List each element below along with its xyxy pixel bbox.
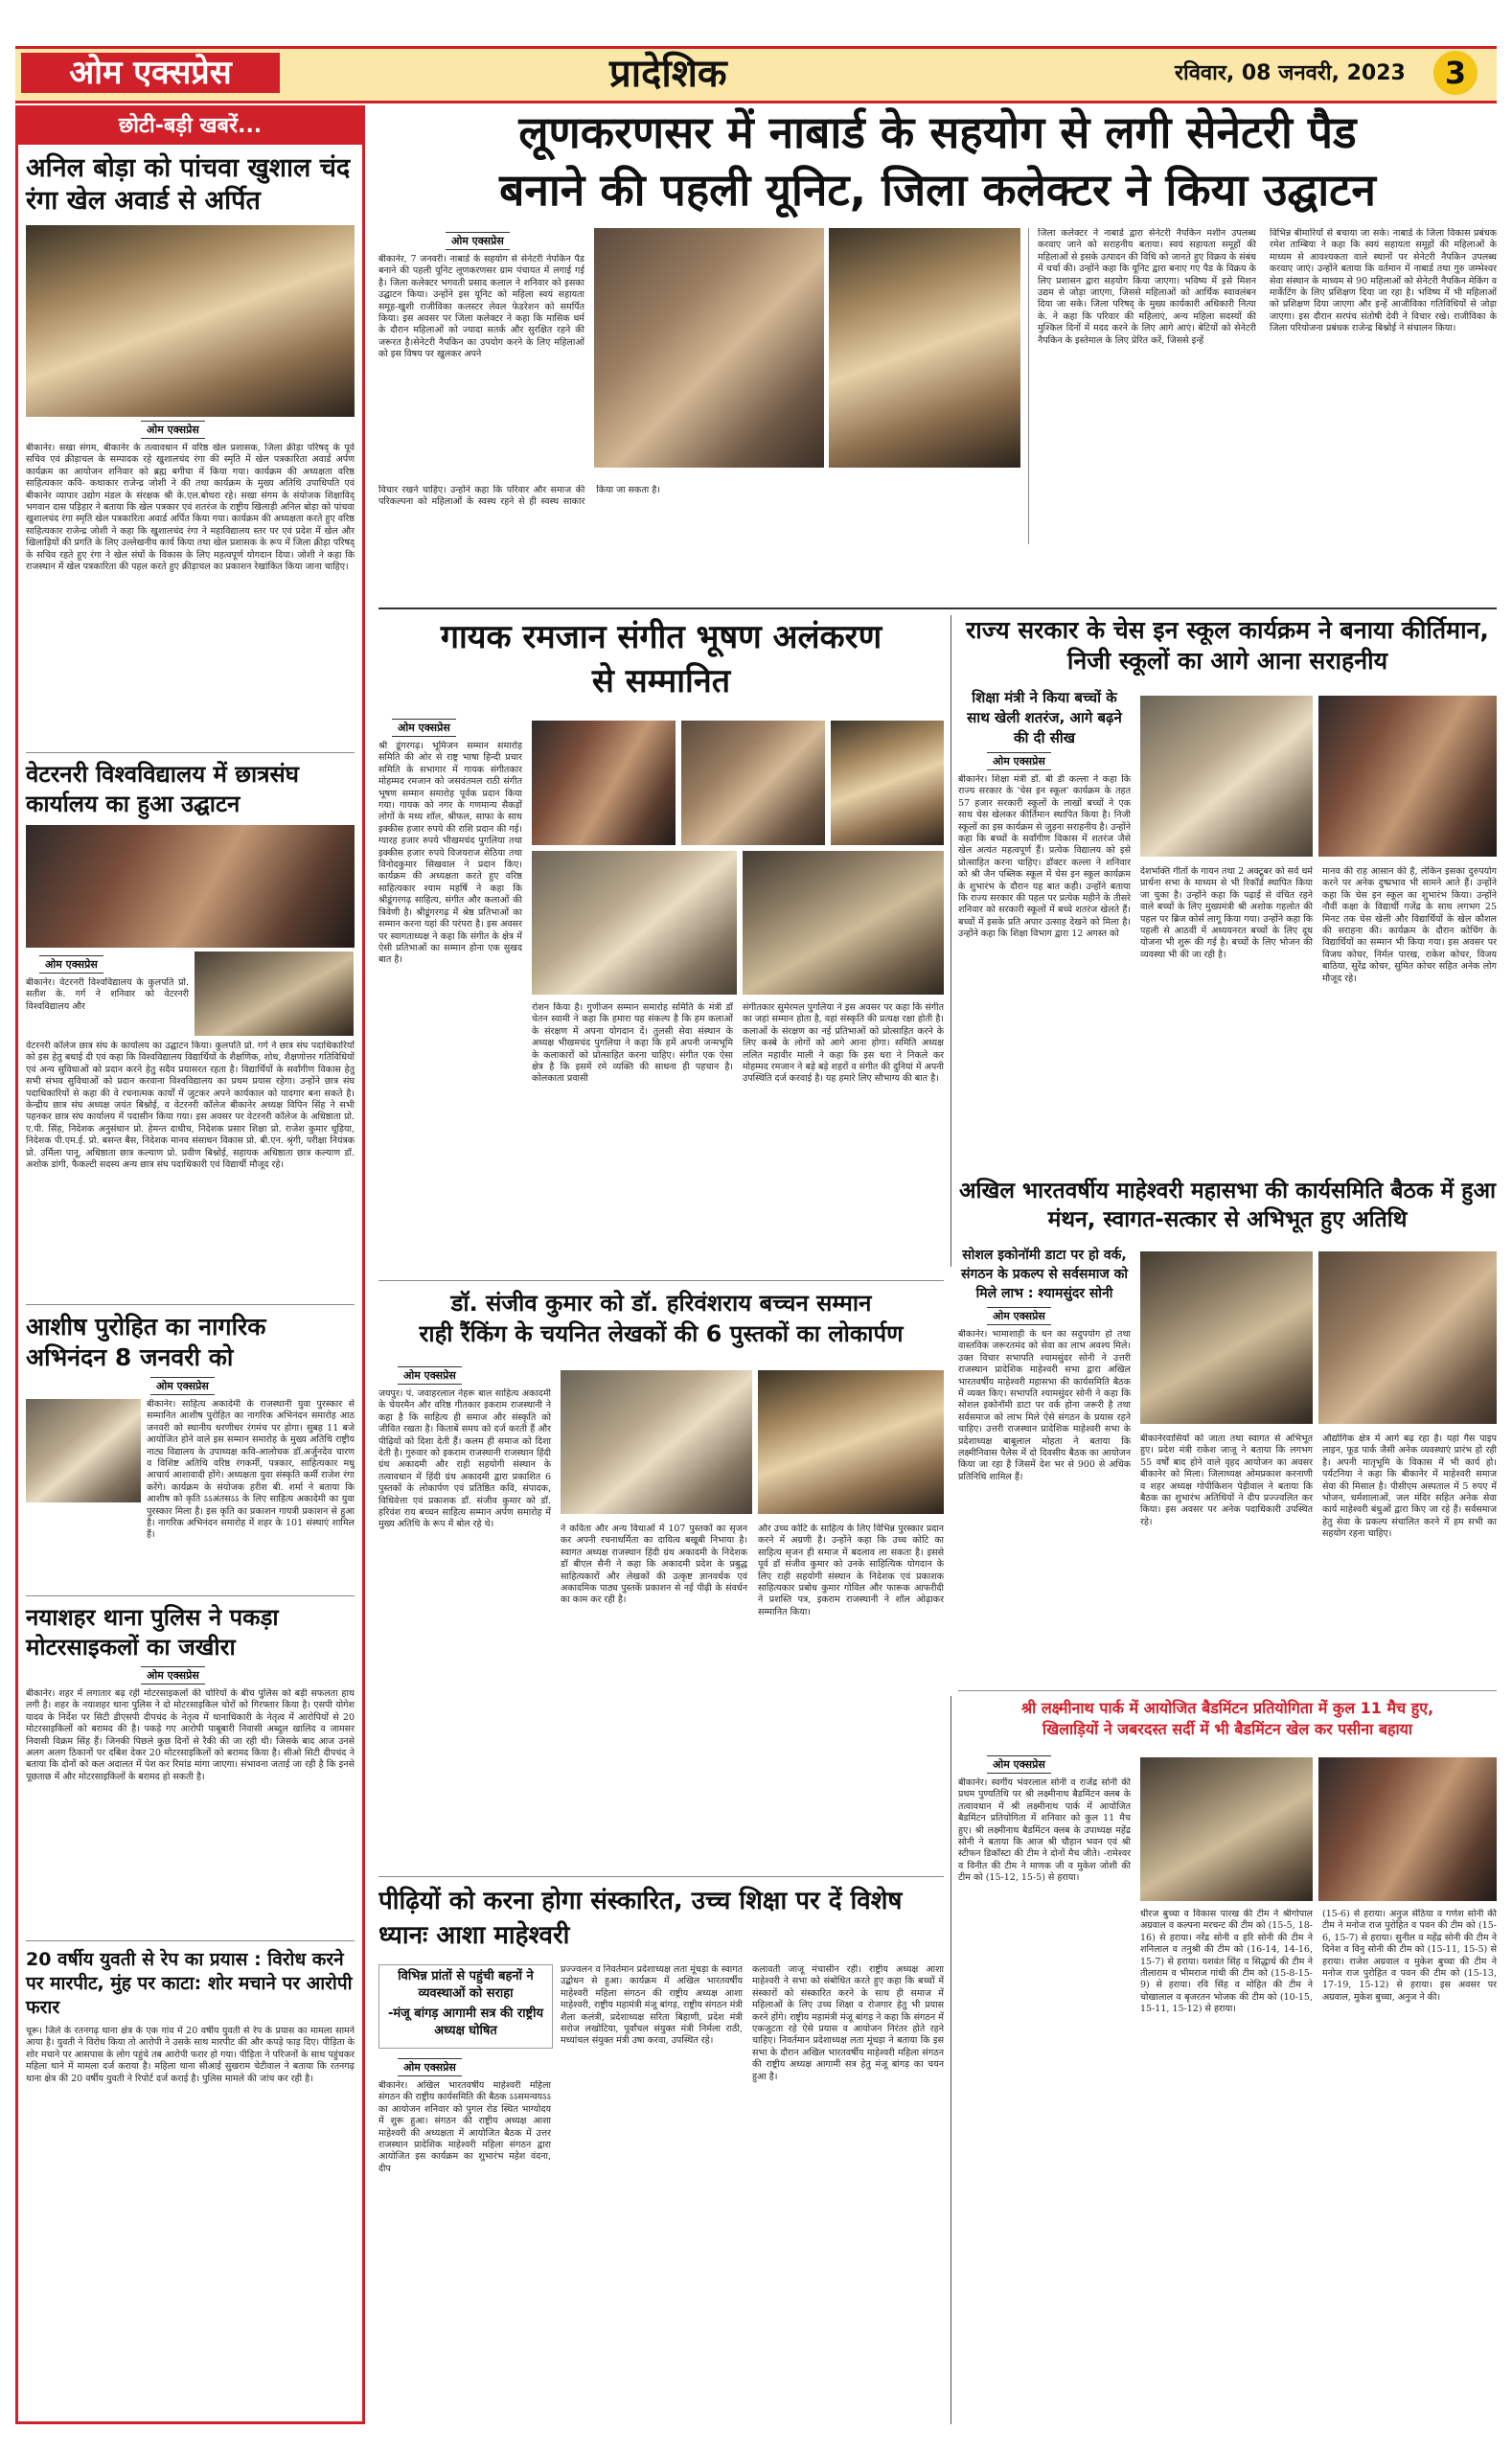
section-divider (378, 1280, 944, 1281)
chess-col-1: बीकानेर। शिक्षा मंत्री डॉ. बी डी कल्ला ने कहा कि राज्य सरकार के 'चेस इन स्कूल' कार्यक्रम के तहत 57 हजार सरकारी स्कूलों के लाखों बच्चों ने एक साथ चेस खेलकर कीर्तिमान स्थापित किया है। निजी स्कूलों का इस कार्यक्रम से जुड़ना सराहनीय है। उन्होंने कहा कि बच्चों के सर्वांगीण विकास में शतरंज जैसे खेल अत्यंत महत्वपूर्ण हैं। प्रत्येक विद्यालय को इसे प्रोत्साहित करना चाहिए। डॉक्टर कल्ला ने शनिवार को श्री जैन पब्लिक स्कूल में चेस इन स्कूल कार्यक्रम के शुभारंभ के दौरान यह बात कही। उन्होंने बताया कि राज्य सरकार की पहल पर प्रत्येक महीने के तीसरे शनिवार को सरकारी स्कूलों में बच्चे शतरंज खेलते हैं। बच्चों में इसके प्रति अपार उत्साह देखने को मिला है। उन्होंने कहा कि शिक्षा विभाग द्वारा 12 अगस्त को (958, 774, 1131, 940)
byline: ओम एक्सप्रेस (446, 232, 510, 250)
sanjeev-col-3: और उच्च कोटि के साहित्य के लिए विभिन्न पुरस्कार प्रदान करने में अग्रणी है। उन्होंने कहा कि उच्च कोटि का साहित्य सृजन ही समाज में बदलाव ला सकता है। इससे पूर्व डॉ संजीव कुमार को उनके साहित्यिक योगदान के लिए राही सहयोगी संस्थान के निदेशक एवं प्रकाशक साहित्यकार प्रबोध कुमार गोविल और फारूक आफरीदी ने प्रशस्ति पत्र, इकराम राजस्थानी ने शॉल ओढ़ाकर सम्मानित किया। (758, 1524, 944, 1617)
chess-photo-1 (1140, 696, 1313, 857)
subhead: सोशल इकोनॉमी डाटा पर हो वर्क, संगठन के प्रकल्प से सर्वसमाज को मिले लाभ : श्यामसुंदर सोनी (961, 1248, 1128, 1301)
headline: नयाशहर थाना पुलिस ने पकड़ा मोटरसाइकलों का जखीरा (26, 1604, 279, 1661)
byline: ओम एक्सप्रेस (150, 1377, 215, 1395)
gayak-photo-3 (831, 721, 944, 845)
pidhi-col-3: कलावती जाजू मंचासीन रही। राष्ट्रीय अध्यक्ष आशा माहेश्वरी ने सभा को संबोधित करते हुए कहा कि बच्चों में संस्कारों को संस्कारित करने के साथ ही समाज में महिलाओं के लिए उच्च शिक्षा व रोजगार हेतु भी प्रयास करने होंगे। राष्ट्रीय महामंत्री मंजू बांगड़ ने कहा कि संगठन में एकजुटता रहे ऐसे प्रयास व आयोजन निरंतर होते रहने चाहिए। निवर्तमान प्रदेशाध्यक्ष लता मूंधड़ा ने बताया कि इस सभा के दौरान अखिल भारतवर्षीय माहेश्वरी महिला संगठन की राष्ट्रीय अध्यक्ष आगामी सत्र हेतु मंजू बांगड़ का चयन हुआ है। (752, 1964, 944, 2082)
badminton-photo-1 (1140, 1757, 1313, 1901)
subhead-box (378, 1964, 553, 2049)
pidhi-story (378, 1884, 944, 2424)
divider (26, 752, 355, 753)
headline-2: खिलाड़ियों ने जबरदस्त सर्दी में भी बैडमिंटन खेल कर पसीना बहाया (1042, 1720, 1413, 1738)
pidhi-col-1: बीकानेर। अखिल भारतवर्षीय माहेश्वरी महिला संगठन की राष्ट्रीय कार्यसमिति की बैठक ऽऽसमन्वयऽऽ का आयोजन शनिवार को पुगल रोड स्थित भाग्योदय में शुरू हुआ। संगठन की राष्ट्रीय अध्यक्ष आशा माहेश्वरी की अध्यक्षता में आयोजित बैठक में उत्तर राजस्थान प्रादेशिक माहेश्वरी महिला संगठन द्वारा आयोजित इस कार्यक्रम का शुभारंभ महेश वंदना, दीप (378, 2080, 551, 2174)
byline: ओम एक्सप्रेस (392, 719, 456, 737)
gayak-story (378, 615, 944, 1276)
headline-1: श्री लक्ष्मीनाथ पार्क में आयोजित बैडमिंटन प्रतियोगिता में कुल 11 मैच हुए, (1020, 1699, 1434, 1717)
lead-photo-left (594, 228, 824, 468)
section-divider (378, 1876, 944, 1877)
byline: ओम एक्सप्रेस (987, 1755, 1051, 1774)
article-body: बीकानेर। सखा संगम, बीकानेर के तत्वावधान में वरिष्ठ खेल प्रशासक, जिला क्रीड़ा परिषद् के पूर्व सचिव एवं क्रीड़ाचल के सम्पादक रहे खुशालचंद रंगा की स्मृति में खेल पत्रकारिता अवार्ड अर्पण कार्यक्रम का आयोजन शनिवार को ब्रह्म बगीचा में किया गया। कार्यक्रम की अध्यक्षता वरिष्ठ साहित्यकार कवि- कथाकार राजेन्द्र जोशी ने की तथा कार्यक्रम के मुख्य अतिथि उपाधिपति एवं बीकानेर व्यापार उद्योग मंडल के संरक्षक श्री के.एल.बोथरा रहे। सखा संगम के संयोजक शिक्षाविद् भगवान दास पड़िहार ने बताया कि खेल पत्रकार एवं शतरंज के राष्ट्रीय खिलाड़ी अनिल बोड़ा को पांचवा खुशालचंद रंगा स्मृति खेल पत्रकारिता अवार्ड अर्पित किया गया। कार्यक्रम की अध्यक्षता करते हुए वरिष्ठ साहित्यकार राजेन्द्र जोशी ने कहा कि खुशालचंद रंगा ने महाविद्यालय स्तर पर एवं प्रदेश में खेल और खिलाड़ियों की प्रगति के लिए उल्लेखनीय कार्य किया तथा खेल प्रशासक के रूप में जिला क्रीड़ा परिषद् के सचिव रहते हुए रंगा ने खेल संघों के विकास के लिए महत्वपूर्ण योगदान दिया। जोशी ने कहा कि राजस्थान में खेल पत्रकारिता की पहल करते हुए क्रीड़ाचल का प्रकाशन रेखांकित किया जाना चाहिए। (26, 443, 355, 573)
lead-col-4: विभिन्न बीमारियों से बचाया जा सके। नाबार्ड के जिला विकास प्रबंधक रमेश ताम्बिया ने कहा कि स्वयं सहायता समूहों की महिलाओं के माध्यम से आवश्यकता वाले स्थानों पर सेनेटरी नैपकिन उपलब्ध करवाए जाएं। उन्होंने बताया कि वर्तमान में नाबार्ड तथा गुरु जम्भेश्वर सेवा संस्थान के माध्यम से 90 महिलाओं को सेनेटरी नैपकिन मेकिंग व मार्केटिंग के लिए प्रशिक्षण दिया जा रहा है। भविष्य में भी महिलाओं को प्रशिक्षण दिया जाएगा और इन्हें आजीविका गतिविधियों से जोड़ा जाएगा। इस दौरान सरपंच संतोषी देवी ने विचार रखे। राजीविका के जिला परियोजना प्रबंधक राजेन्द्र बिश्नोई ने संचालन किया। (1270, 228, 1497, 334)
headline-1: डॉ. संजीव कुमार को डॉ. हरिवंशराय बच्चन सम्मान (450, 1290, 872, 1317)
maheshwari-photo-1 (1140, 1251, 1313, 1424)
section-title: प्रादेशिक (609, 52, 727, 96)
divider (26, 1595, 355, 1596)
masthead (15, 46, 1497, 103)
gayak-col-3: संगीतकार सुमेरमल पुगलिया ने इस अवसर पर कहा कि संगीत का जहां सम्मान होता है, वहां संस्कृति की प्रत्यक्ष रक्षा होती है। कलाओं के संरक्षण का नई प्रतिभाओं को प्रोत्साहित करने के लिए कस्बे के लोगों को आगे आना होगा। समिति अध्यक्ष ललित महावीर माली ने कहा कि इस धरा ने निकले कर मोहम्मद रमजान ने बड़े बड़े शहरों व संगीत की दुनियां में अपनी उपस्थिति दर्ज करवाई है। यह हमारे लिए सौभाग्य की बात है। (743, 1002, 944, 1085)
lead-headline-1: लूणकरणसर में नाबार्ड के सहयोग से लगी सेनेटरी पैड (518, 106, 1357, 158)
headline: पीढ़ियों को करना होगा संस्कारित, उच्च शिक्षा पर दें विशेष ध्यानः आशा माहेश्वरी (378, 1887, 903, 1950)
gayak-photo-4 (532, 851, 737, 995)
subhead-2: -मंजू बांगड़ आगामी सत्र की राष्ट्रीय अध्यक्ष घोषित (387, 2006, 544, 2038)
byline: ओम एक्सप्रेस (987, 1307, 1051, 1325)
lead-headline-2: बनाने की पहली यूनिट, जिला कलेक्टर ने किया उद्घाटन (499, 164, 1376, 216)
sanjeev-story (378, 1288, 944, 1872)
headline: अनिल बोड़ा को पांचवा खुशाल चंद रंगा खेल अवार्ड से अर्पित (26, 153, 351, 216)
chess-col-3: मानव की राह आसान की है, लेकिन इसका दुरुपयोग करने पर अनेक दुष्प्रभाव भी सामने आते हैं। उन्होंने कहा कि चेस इन स्कूल का शुभारंभ किया। उन्होंने नौवीं कक्षा के विद्यार्थी गजेंद्र के साथ लगभग 25 मिनट तक चेस खेली और विद्यार्थियों के खेल कौशल की सराहना की। कार्यक्रम के दौरान कोचिंग के विद्यार्थियों का सम्मान भी किया गया। इस अवसर पर विजय कोचर, निर्मल पारख, राकेश कोचर, विजय बाठिया, सुरेंद्र कोचर, सुमित कोचर सहित अनेक लोग मौजूद रहे। (1322, 866, 1497, 984)
sidebar-header: छोटी-बड़ी खबरें... (18, 108, 362, 145)
headline: गायक रमजान संगीत भूषण अलंकरण से सम्मानित (440, 618, 882, 700)
byline: ओम एक्सप्रेस (39, 955, 103, 974)
issue-date: रविवार, 08 जनवरी, 2023 (1175, 61, 1406, 85)
byline: ओम एक्सप्रेस (141, 421, 205, 439)
sidebar-story-1 (26, 152, 355, 746)
sanjeev-photo-1 (561, 1370, 752, 1514)
headline: आशीष पुरोहित का नागरिक अभिनंदन 8 जनवरी को (26, 1313, 266, 1371)
byline: ओम एक्सप्रेस (987, 752, 1051, 770)
lead-story (378, 103, 1497, 602)
news-photo (26, 825, 355, 948)
subhead: शिक्षा मंत्री ने किया बच्चों के साथ खेली शतरंज, आगे बढ़ने की दी सीख (967, 689, 1122, 746)
sanjeev-col-2: ने कविता और अन्य विधाओं में 107 पुस्तकों का सृजन कर अपनी रचनाधर्मिता का दायित्व बखूबी निभाया है। स्वागत अध्यक्ष राजस्थान हिंदी ग्रंथ अकादमी के निदेशक डॉ बीएल सैनी ने कहा कि अकादमी प्रदेश के प्रबुद्ध साहित्यकारों और लेखकों की उत्कृष्ट ज्ञानवर्धक एवं अकादमिक पाठ्य पुस्तकें प्रकाशन से नई पीढ़ी के संवर्धन का काम कर रही है। (561, 1524, 747, 1606)
article-body: वेटरनरी कॉलेज छात्र संघ के कार्यालय का उद्घाटन किया। कुलपति प्रो. गर्ग ने छात्र संघ पदाधिकारियों को इस हेतु बधाई दी एवं कहा कि विश्वविद्यालय विद्यार्थियों के शैक्षणिक, शोध, शैक्षणोत्तर गतिविधियों एवं अन्य सुविधाओं को प्रदान करने हेतु सदैव प्रयासरत रहता है। विद्यार्थियों के सर्वांगीण विकास हेतु सभी संभव सुविधाओं को प्रदान करवाना विश्वविद्यालय का प्रथम प्रयास रहेगा। उन्होंने छात्र संघ पदाधिकारियों से कहा की वे रचनात्मक कार्यों में जुटकर अपने कार्यकाल को यादगार बना सकते है। केन्द्रीय छात्र संघ अध्यक्ष जयंत बिश्नोई, व वेटरनरी कॉलेज बीकानेर अध्यक्ष विपिन सिंह ने सभी पहनकर छात्र संघ कार्यालय में पदासीन किया गया। इस अवसर पर वेटरनरी कॉलेज के अधिष्ठाता प्रो. ए.पी. सिंह, निदेशक अनुसंधान प्रो. हेमन्त दाधीच, निदेशक प्रसार शिक्षा प्रो. राजेश कुमार धूड़िया, निदेशक पी.एम.ई. प्रो. बसन्त बैस, निदेशक मानव संसाधन विकास प्रो. बी.एन. श्रृंगी, परीक्षा नियंत्रक प्रो. उर्मिला पानू, अधिष्ठाता छात्र कल्याण प्रो. प्रवीण बिश्नोई, सहायक अधिष्ठाता छात्र कल्याण डॉ. अशोक डांगी, फैकल्टी सदस्य अन्य छात्र संघ पदाधिकारी एवं विद्यार्थी मौजूद रहे। (26, 1041, 355, 1171)
paper-name: ओम एक्सप्रेस (21, 53, 280, 93)
gayak-col-1: श्री डूंगरगढ़। भूमिजन सम्मान समारोह समिति की ओर से राष्ट्र भाषा हिन्दी प्रचार समिति के सभागार में गायक संगीतकार मोहम्मद रमजान को जसवंतमल राठी संगीत भूषण सम्मान समारोह पूर्वक प्रदान किया गया। गायक को नगर के गणमान्य सैकड़ों लोगों के मध्य शॉल, श्रीफल, साफा के साथ इक्कीस हजार रुपये की राशि प्रदान की गई। ग्यारह हजार रुपये भीखमचंद पुगलिया तथा इक्कीस हजार रुपये विजयराज सेठिया तथा विनोदकुमार सिखवाल ने प्रदान किए। कार्यक्रम की अध्यक्षता करते हुए वरिष्ठ साहित्यकार श्याम महर्षि ने कहा कि श्रीडूंगरगढ़ साहित्य, संगीत और कलाओं की त्रिवेणी है। श्रीडूंगरगढ़ में श्रेष्ठ प्रतिभाओं का सम्मान करना यहां की परंपरा है। इस अवसर पर स्वागताध्यक्ष ने कहा कि संगीत के क्षेत्र में ऐसी प्रतिभाओं का सम्मान होना एक सुखद बात है। (378, 741, 522, 966)
section-divider (378, 608, 1497, 609)
sanjeev-photo-2 (758, 1370, 944, 1514)
maheshwari-col-1: बीकानेर। भामाशाही के धन का सदुपयोग हो तथा वास्तविक जरूरतमंद को सेवा का लाभ अवश्य मिले। उक्त विचार सभापति श्यामसुंदर सोनी ने उत्तरी राजस्थान प्रादेशिक माहेश्वरी सभा द्वारा अखिल भारतवर्षीय माहेश्वरी महासभा की कार्यसमिति बैठक में व्यक्त किए। सभापति श्यामसुंदर सोनी ने कहा कि सोशल इकोनॉमी डाटा पर वर्क होना जरूरी है तथा सर्वसमाज को लाभ मिले ऐसे संगठन के प्रयास रहने चाहिए। उत्तरी राजस्थान प्रादेशिक माहेश्वरी सभा के प्रदेशाध्यक्ष बाबूलाल मोहता ने बताया कि लक्ष्मीनिवास पैलेस में दो दिवसीय बैठक का आयोजन किया जा रहा है जिसमें देश भर से 900 से अधिक प्रतिनिधि शामिल हैं। (958, 1329, 1131, 1482)
sanjeev-col-1: जयपुर। पं. जवाहरलाल नेहरू बाल साहित्य अकादमी के चेयरमैन और वरिष्ठ गीतकार इकराम राजस्थानी ने कहा है कि साहित्य ही समाज और संस्कृति को जीवित रखता है। किताबें समय को दर्ज करती हैं और पीढ़ियों को दिशा देती हैं। कलम ही समाज को दिशा देती है। गुरुवार को इकराम राजस्थानी राजस्थान हिंदी ग्रंथ अकादमी और राही सहयोगी संस्थान के तत्वावधान में हिंदी ग्रंथ अकादमी द्वारा प्रकाशित 6 पुस्तकों के लोकार्पण एवं प्रतिष्ठित कवि, संपादक, विधिवेत्ता एवं प्रकाशक डॉ. संजीव कुमार को डॉ. हरिवंश राय बच्चन साहित्य सम्मान अर्पण समारोह में मुख्य अतिथि के रूप में बोल रहे थे। (378, 1388, 551, 1530)
lead-col-2: विचार रखने चाहिए। उन्होंने कहा कि परिवार और समाज की परिकल्पना को महिलाओं के स्वस्थ रहने से ही स्वस्थ साकार किया जा सकता है। (378, 485, 660, 508)
maheshwari-photo-2 (1318, 1251, 1497, 1424)
gayak-photo-2 (681, 721, 825, 845)
subhead-1: विभिन्न प्रांतों से पहुंची बहनों ने व्यवस्थाओं को सराहा (398, 1969, 534, 2001)
headline: 20 वर्षीय युवती से रेप का प्रयास : विरोध करने पर मारपीट, मुंह पर काटा: शोर मचाने पर आरोपी फरार (26, 1949, 353, 2018)
gayak-photo-5 (743, 851, 944, 995)
page-number: 3 (1433, 51, 1478, 95)
portrait-photo (26, 1399, 141, 1502)
maheshwari-story (958, 1177, 1497, 1685)
badminton-col-2: धीरज बुच्चा व विकास पारख की टीम ने श्रीगोपाल अग्रवाल व कल्पना मरचन्ट की टीम को (15-5, 18-16) से हराया। नरेंद्र सोनी व हरि सोनी की टीम ने शनिलाल व तनुश्री की टीम को (16-14, 14-16, 15-7) से हराया। यशवंत सिंह व सिद्धार्थ की टीम ने तीलाराम व भीमराज गांधी की टीम को (15-8-15-9) से हराया। रवि सिंह व मोहित की टीम ने चोखालाल व बृजरतन भोजक की टीम को (10-15, 15-11, 15-12) से हराया। (1140, 1909, 1313, 2015)
article-body-intro: बीकानेर। वेटरनरी विश्वविद्यालय के कुलपति प्रो. सतीश के. गर्ग ने शनिवार को वेटरनरी विश्वविद्यालय और (26, 977, 189, 1012)
badminton-col-3: (15-6) से हराया। अनुज सेठिया व गणेश सोनी की टीम ने मनोज राज पुरोहित व पवन की टीम को (15-6, 15-7) से हराया। सुनील व महेंद्र सोनी की टीम ने दिनेश व विनु सोनी की टीम को (15-11, 15-5) से हराया। राजेश अग्रवाल व मुकेश बुच्चा की टीम ने मनोज राज पुरोहित व पवन की टीम को (15-13, 17-19, 15-12) से हराया। इस अवसर पर अग्रवाल, मुकेश बुच्चा, अनुज ने की। (1322, 1909, 1497, 2003)
sidebar-story-5 (26, 1948, 355, 2418)
headline: वेटरनरी विश्वविद्यालय में छात्रसंघ कार्यालय का हुआ उद्घाटन (26, 761, 299, 817)
headline: राज्य सरकार के चेस इन स्कूल कार्यक्रम ने बनाया कीर्तिमान, निजी स्कूलों का आगे आना सराहनीय (966, 616, 1489, 675)
headline: अखिल भारतवर्षीय माहेश्वरी महासभा की कार्यसमिति बैठक में हुआ मंथन, स्वागत-सत्कार से अभिभूत हुए अतिथि (958, 1179, 1496, 1232)
badminton-photo-2 (1318, 1757, 1497, 1901)
lead-col-1: बीकानेर, 7 जनवरी। नाबार्ड के सहयोग से सेनेटरी नेपकिन पैड बनाने की पहली यूनिट लूणकरणसर ग्राम पंचायत में लगाई गई है। जिला कलेक्टर भगवती प्रसाद कलाल ने शनिवार को इसका उद्घाटन किया। उन्होंने इस यूनिट को महिला स्वयं सहायता समूह-खुशी राजीविका कलस्टर लेवल फेडरेशन को समर्पित किया। इस अवसर पर जिला कलेक्टर ने कहा कि मासिक धर्म के दौरान महिलाओं को ज्यादा सतर्क और सुरक्षित रहने की जरूरत है।सेनेटरी नैपकिन का उपयोग करने के लिए महिलाओं को इस विषय पर खुलकर अपने (378, 254, 584, 360)
chess-story (958, 615, 1497, 1171)
maheshwari-col-2: बीकानेरवासियों को जाता तथा स्वागत से अभिभूत हुए। प्रदेश मंत्री राकेश जाजू ने बताया कि लगभग 55 वर्षों बाद होने वाले वृहद आयोजन का अवसर बीकानेर को मिला। जिलाध्यक्ष ओमप्रकाश करनाणी व शहर अध्यक्ष गोपीकिशन पेड़ीवाल ने बताया कि बैठक का शुभारंभ अतिथियों ने दीप प्रज्ज्वलित कर किया। इस अवसर पर अनेक पदाधिकारी उपस्थित रहे। (1140, 1433, 1313, 1527)
article-body: बीकानेर। साहित्य अकादेमी के राजस्थानी युवा पुरस्कार से सम्मानित आशीष पुरोहित का नागरिक अभिनंदन समारोह आठ जनवरी को स्थानीय धरणीधर रंगमंच पर होगा। सुबह 11 बजे आयोजित होने वाले इस सम्मान समारोह के मुख्य अतिथि राष्ट्रीय नाट्य विद्यालय के उपाध्यक्ष कवि-आलोचक डॉ.अर्जुनदेव चारण व विशिष्ट अतिथि वरिष्ठ रंगकर्मी, पत्रकार, साहित्यकार मधु आचार्य आशावादी होंगे। अध्यक्षता युवा संस्कृति कर्मी राजेश रंगा करेंगे। कार्यक्रम के संयोजक हरीश बी. शर्मा ने बताया कि आशीष को कृति ऽऽअंतसऽऽ के लिए साहित्य अकादेमी का युवा पुरस्कार मिला है। इस कृति का प्रकाशन गायत्री प्रकाशन से हुआ है। नागरिक अभिनंदन समारोह में शहर के 101 संस्थाएं शामिल हैं। (147, 1399, 355, 1541)
gayak-col-2: रोशन किया है। गुणीजन सम्मान समारोह समिति के मंत्री डॉ चेतन स्वामी ने कहा कि हमारा यह संकल्प है कि हम कलाओं के संरक्षण में अपना योगदान दें। तुलसी सेवा संस्थान के अध्यक्ष भीखमचंद पुगलिया ने कहा कि हमें अपनी जन्मभूमि के कलाकारों को प्रोत्साहित करना चाहिए। संगीत एक ऐसा क्षेत्र है कि इसमें रमे व्यक्ति की साधना ही पहचान है। कोलकाता प्रवासी (532, 1002, 733, 1085)
divider (26, 1940, 355, 1941)
lead-photo-right (829, 228, 1020, 468)
sidebar (15, 105, 365, 2424)
section-divider (958, 1690, 1497, 1691)
lead-col-3: जिला कलेक्टर ने नाबार्ड द्वारा सेनेटरी नैपकिन मशीन उपलब्ध करवाए जाने को सराहनीय बताया। स्वयं सहायता समूहों की महिलाओं से इसके उत्पादन की विधि को जानते हुए विक्रय के संबंध में चर्चा की। उन्होंने कहा कि यूनिट द्वारा बनाए गए पैड के विक्रय के लिए प्रशासन द्वारा सहयोग किया जाएगा। भविष्य में इसे मिशन उद्यम से जोड़ा जाएगा, जिससे महिलाओं को आर्थिक स्वावलंबन दिया जा सके। जिला परिषद् के मुख्य कार्यकारी अधिकारी नित्या के. ने कहा कि परिवार की महिलाएं, अन्य महिला सदस्यों की मुश्किल दिनों में मदद करने के लिए आगे आएं। बेटियों को सेनेटरी नैपकिन के इस्तेमाल के लिए प्रेरित करें, जिससे इन्हें (1038, 228, 1256, 346)
divider (26, 1304, 355, 1305)
sidebar-story-2 (26, 760, 355, 1296)
badminton-story (958, 1698, 1497, 2424)
byline: ओम एक्सप्रेस (398, 1366, 462, 1385)
news-photo (26, 225, 355, 417)
article-body: बीकानेर। शहर में लगातार बढ़ रही मोटरसाइकलों की चोरियों के बीच पुलिस को बड़ी सफलता हाथ लगी है। शहर के नयाशहर थाना पुलिस ने दो मोटरसाइकिल चोरों को गिरफ्तार किया है। एसपी योगेश यादव के निर्देश पर सिटी डीएसपी दीपचंद के नेतृत्व में थानाधिकारी के नेतृत्व में आरोपियों से 20 मोटरसाइकिलों को बरामद की है। पकड़े गए आरोपी पाबूबारी निवासी अब्दुल खालिद व जामसर निवासी विक्रम सिंह हैं। जिनकी पिछले कुछ दिनों से रैकी की जा रही थी। जिसके बाद आज उनसे अलग अलग ठिकानों पर दबिश देकर 20 मोटरसाइकिलों को बरामद किया है। सीओ सिटी दीपचंद ने बताया कि दोनों को कल अदालत में पेश कर रिमांड मांगा जाएगा। संभावना जताई जा रही है कि इनसे पूछताछ में और मोटरसाइकिलों के बरामद हो सकती है। (26, 1688, 355, 1782)
column-rule (1028, 228, 1029, 544)
sidebar-story-4 (26, 1603, 355, 1934)
article-body: चूरू। जिले के रतनगढ़ थाना क्षेत्र के एक गांव में 20 वर्षीय युवती से रेप के प्रयास का मामला सामने आया है। युवती ने विरोध किया तो आरोपी ने उसके साथ मारपीट की और कपड़े फाड़ दिए। पीड़िता के शोर मचाने पर आसपास के लोग पहुंचे तब आरोपी फरार हो गया। पीड़िता ने परिजनों के साथ पहुंचकर महिला थाने में मामला दर्ज कराया है। महिला थाना सीआई सुखराम चेटीवाल ने बताया कि रतनगढ़ थाना क्षेत्र की 20 वर्षीय युवती ने रिपोर्ट दर्ज कराई है। पुलिस मामले की जांच कर रही है। (26, 2026, 355, 2084)
byline: ओम एक्सप्रेस (141, 1666, 205, 1685)
gayak-photo-1 (532, 721, 676, 845)
inset-photo (195, 951, 354, 1036)
pidhi-col-2: प्रज्ज्वलन व निवर्तमान प्रदेशाध्यक्ष लता मूंधड़ा के स्वागत उद्बोधन से हुआ। कार्यक्रम में अखिल भारतवर्षीय माहेश्वरी महिला संगठन की राष्ट्रीय अध्यक्ष आशा माहेश्वरी, राष्ट्रीय महामंत्री मंजू बांगड़, राष्ट्रीय संगठन मंत्री शैला कलंत्री, प्रदेशाध्यक्ष सरिता बिहाणी, प्रदेश मंत्री सरोज लखोटिया, पूर्वांचल संयुक्त मंत्री निर्मला राठी, मध्यांचल संयुक्त मंत्री उषा करवा, उपस्थित रहे। (561, 1964, 743, 2047)
chess-col-2: देशभक्ति गीतों के गायन तथा 2 अक्टूबर को सर्व धर्म प्रार्थना सभा के माध्यम से भी रिकॉर्ड स्थापित किया जा चुका है। उन्होंने कहा कि पढ़ाई से वंचित रहने वाले बच्चों के लिए मुख्यमंत्री श्री अशोक गहलोत की पहल पर ब्रिज कोर्स लागू किया गया। उन्होंने कहा कि पहली से आठवीं में अध्ययनरत बच्चों के लिए दूध योजना भी शुरू की गई है। बच्चों के लिए भोजन की व्यवस्था भी की जा रही है। (1140, 866, 1313, 960)
chess-photo-2 (1318, 696, 1497, 857)
headline-2: राही रैंकिंग के चयनित लेखकों की 6 पुस्तकों का लोकार्पण (419, 1320, 904, 1347)
badminton-col-1: बीकानेर। स्वर्गीय भंवरलाल सोनी व राजेंद्र सोनी की प्रथम पुण्यतिथि पर श्री लक्ष्मीनाथ बैडमिंटन क्लब के तत्वावधान में श्री लक्ष्मीनाथ पार्क में आयोजित बैडमिंटन प्रतियोगिता में शनिवार को कुल 11 मैच हुए। श्री लक्ष्मीनाथ बैडमिंटन क्लब के उपाध्यक्ष महेंद्र सोनी ने बताया कि आज श्री चौहान भवन एवं श्री स्टीफन डिकॉस्टा की टीम ने दोनों मैच जीते। -रामेश्वर व विनीत की टीम ने माणक जी व मुकेश जोशी की टीम को (15-12, 15-5) से हराया। (958, 1777, 1131, 1884)
maheshwari-col-3: औद्योगिक क्षेत्र में आगे बढ़ रहा है। यहां गैस पाइप लाइन, फूड पार्क जैसी अनेक व्यवस्थाएं प्रारंभ हो रही है। अपनी मातृभूमि के विकास में भी कार्य हो। पर्यटनिया ने कहा कि बीकानेर में माहेश्वरी समाज सेवा की मिसाल है। पीसीएम अस्पताल में 5 रुपए में भोजन, धर्मशालाओं, जल मंदिर सहित अनेक सेवा कार्य माहेश्वरी बंधुओं द्वारा किए जा रहे हैं। सर्वसमाज हेतु सेवा के प्रकल्प संचालित करने में हम सभी का सहयोग रहना चाहिए। (1322, 1433, 1497, 1540)
byline: ओम एक्सप्रेस (398, 2058, 462, 2076)
